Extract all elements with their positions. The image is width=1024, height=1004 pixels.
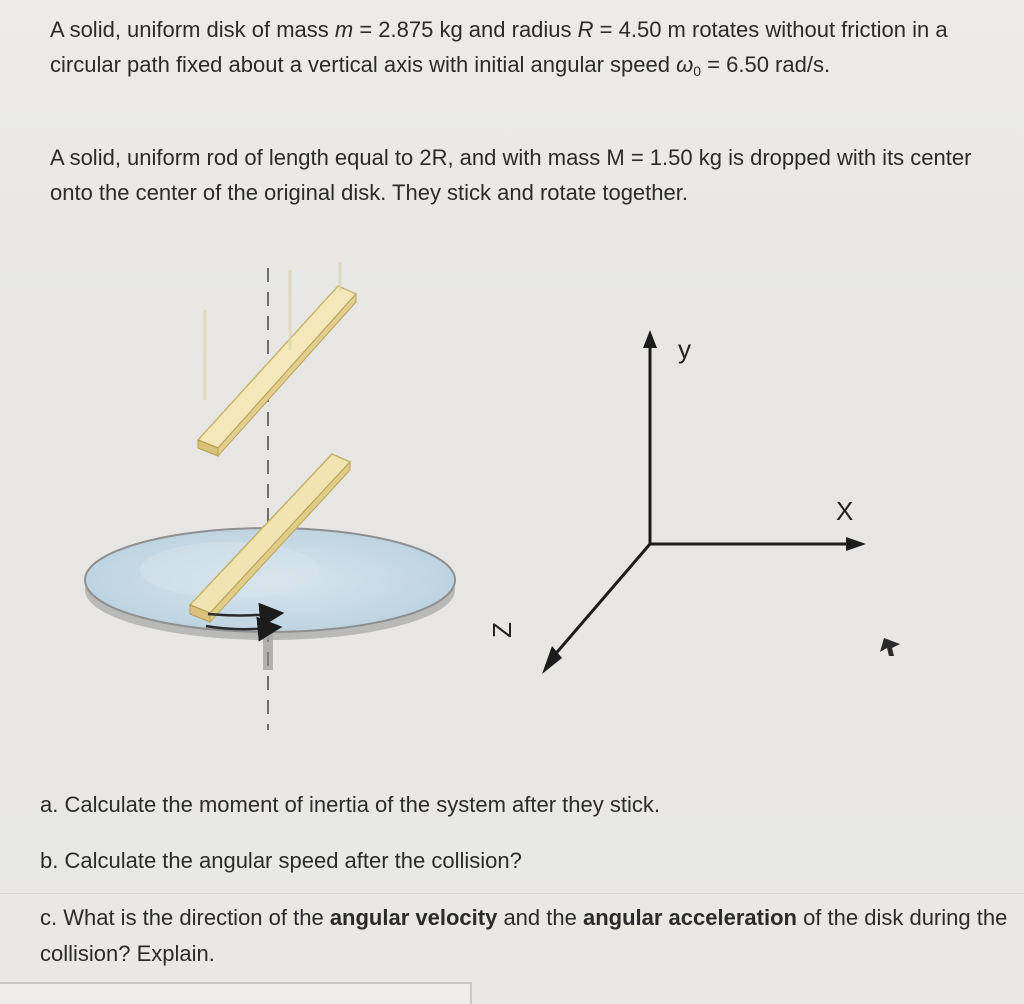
falling-rod — [198, 262, 356, 456]
disk-rod-figure — [0, 250, 1024, 750]
y-axis-label: y — [678, 334, 691, 364]
text-run: and the — [497, 905, 583, 930]
problem-paragraph-rod: A solid, uniform rod of length equal to 2R, and with mass M = 1.50 kg is dropped with its center onto the center of the original disk. They stick and rotate together. — [50, 145, 972, 205]
z-axis — [552, 544, 650, 658]
x-axis-label: X — [836, 496, 854, 526]
cursor-icon — [880, 638, 900, 656]
question-c — [40, 900, 1010, 972]
text-run: A solid, uniform disk of mass — [50, 17, 335, 42]
coordinate-axes — [487, 330, 866, 674]
text-run: = 6.50 rad/s. — [701, 52, 831, 77]
problem-paragraph-disk — [50, 12, 1000, 89]
text-run: of the disk during the collision? Explain. — [40, 905, 1008, 966]
mass-symbol: m — [334, 17, 354, 42]
text-run: = 4.50 m rotates without friction in a circular path fixed about a vertical axis with initial angular speed — [50, 17, 948, 77]
text-run: = 2.875 kg and radius — [353, 17, 578, 42]
text-run: c. What is the direction of the — [40, 905, 330, 930]
omega-subscript: 0 — [693, 63, 702, 79]
question-b: b. Calculate the angular speed after the collision? — [40, 848, 522, 873]
answer-box-edge — [0, 982, 472, 1004]
bold-term: angular velocity — [329, 905, 498, 930]
radius-symbol: R — [577, 17, 594, 42]
x-axis-arrowhead — [846, 537, 866, 551]
y-axis-arrowhead — [643, 330, 657, 348]
bold-term: angular acceleration — [582, 905, 797, 930]
divider — [0, 893, 1024, 894]
omega-symbol: ω — [676, 52, 694, 77]
question-a: a. Calculate the moment of inertia of the system after they stick. — [40, 792, 660, 817]
z-axis-label: Z — [487, 622, 517, 638]
rotation-axis — [263, 268, 273, 730]
